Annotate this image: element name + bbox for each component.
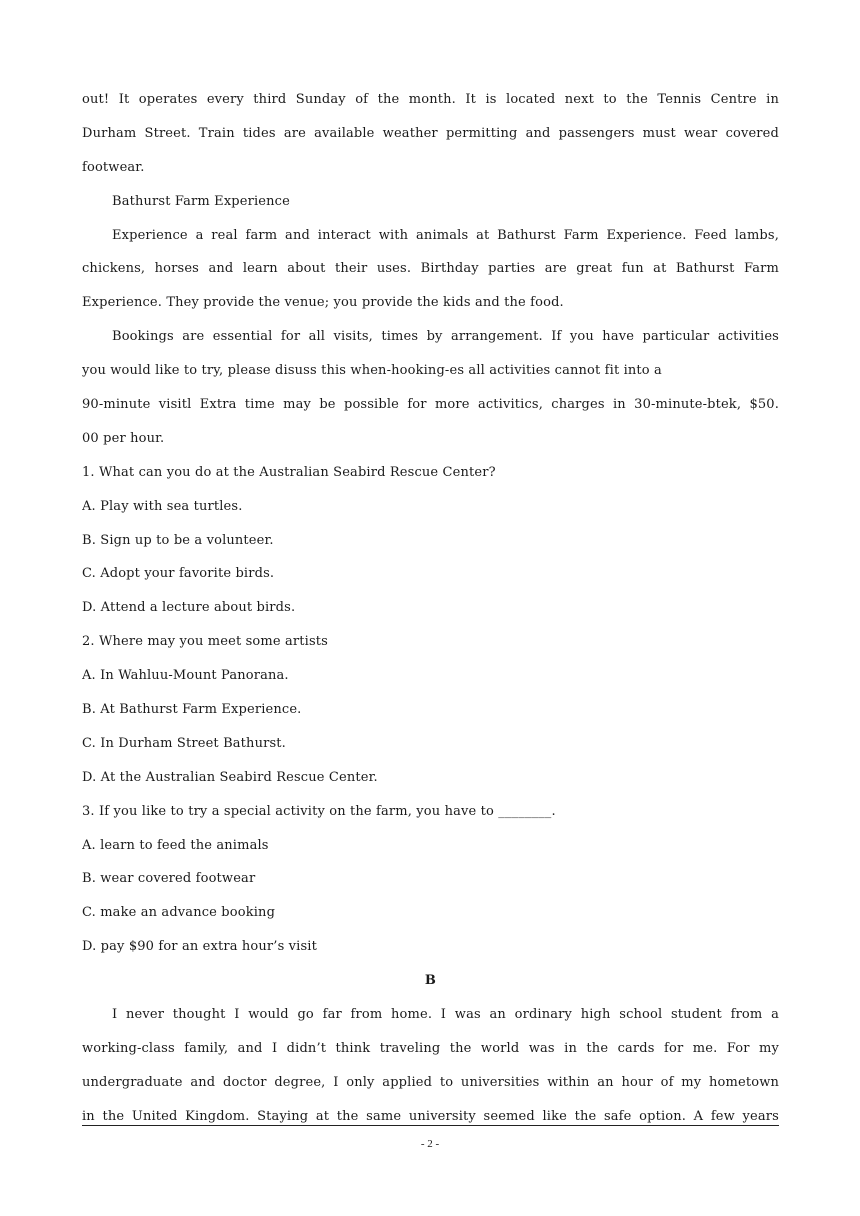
text-line: you would like to try, please disuss this when-hooking-es all activities cannot fit into a	[82, 363, 662, 379]
text-line: Durham Street. Train tides are available weather permitting and passengers must wear covered	[82, 125, 779, 141]
text-line: Experience a real farm and interact with animals at Bathurst Farm Experience. Feed lambs,	[112, 227, 779, 243]
text-line: working-class family, and I didn’t think traveling the world was in the cards for me. For my	[82, 1040, 779, 1056]
text-line: footwear.	[82, 159, 145, 175]
question-option: A. Play with sea turtles.	[82, 498, 243, 514]
section-label: B	[424, 973, 437, 989]
question-option: A. learn to feed the animals	[82, 837, 269, 853]
text-line: undergraduate and doctor degree, I only applied to universities within an hour of my hometown	[82, 1074, 779, 1090]
question-option: A. In Wahluu-Mount Panorana.	[82, 668, 289, 684]
question-option: C. make an advance booking	[82, 905, 276, 921]
text-line: chickens, horses and learn about their uses. Birthday parties are great fun at Bathurst Farm	[82, 261, 779, 277]
text-line: out! It operates every third Sunday of the month. It is located next to the Tennis Centre in	[82, 92, 779, 107]
question-stem: 2. Where may you meet some artists	[82, 634, 328, 650]
question-stem: 3. If you like to try a special activity on the farm, you have to ________.	[82, 803, 556, 819]
question-option: B. Sign up to be a volunteer.	[82, 532, 274, 548]
section-heading: Bathurst Farm Experience	[112, 193, 290, 209]
page-number: - 2 -	[420, 1138, 440, 1150]
question-option: D. Attend a lecture about birds.	[82, 600, 296, 616]
question-option: B. wear covered footwear	[82, 871, 256, 887]
text-line: 00 per hour.	[82, 430, 165, 446]
question-option: D. At the Australian Seabird Rescue Center.	[82, 769, 378, 785]
question-stem: 1. What can you do at the Australian Seabird Rescue Center?	[82, 464, 496, 480]
question-option: B. At Bathurst Farm Experience.	[82, 702, 302, 718]
question-option: C. In Durham Street Bathurst.	[82, 735, 286, 751]
text-line: I never thought I would go far from home. I was an ordinary high school student from a	[112, 1007, 779, 1023]
text-line: in the United Kingdom. Staying at the same university seemed like the safe option. A few years	[82, 1108, 779, 1124]
document-page	[82, 83, 779, 1134]
footer-divider	[82, 1125, 779, 1126]
text-line: 90-minute visitl Extra time may be possible for more activitics, charges in 30-minute-btek, $50.	[82, 397, 779, 413]
text-line: Bookings are essential for all visits, times by arrangement. If you have particular activities	[112, 329, 779, 345]
text-line: Experience. They provide the venue; you provide the kids and the food.	[82, 295, 564, 311]
question-option: C. Adopt your favorite birds.	[82, 566, 275, 582]
question-option: D. pay $90 for an extra hour’s visit	[82, 939, 317, 955]
